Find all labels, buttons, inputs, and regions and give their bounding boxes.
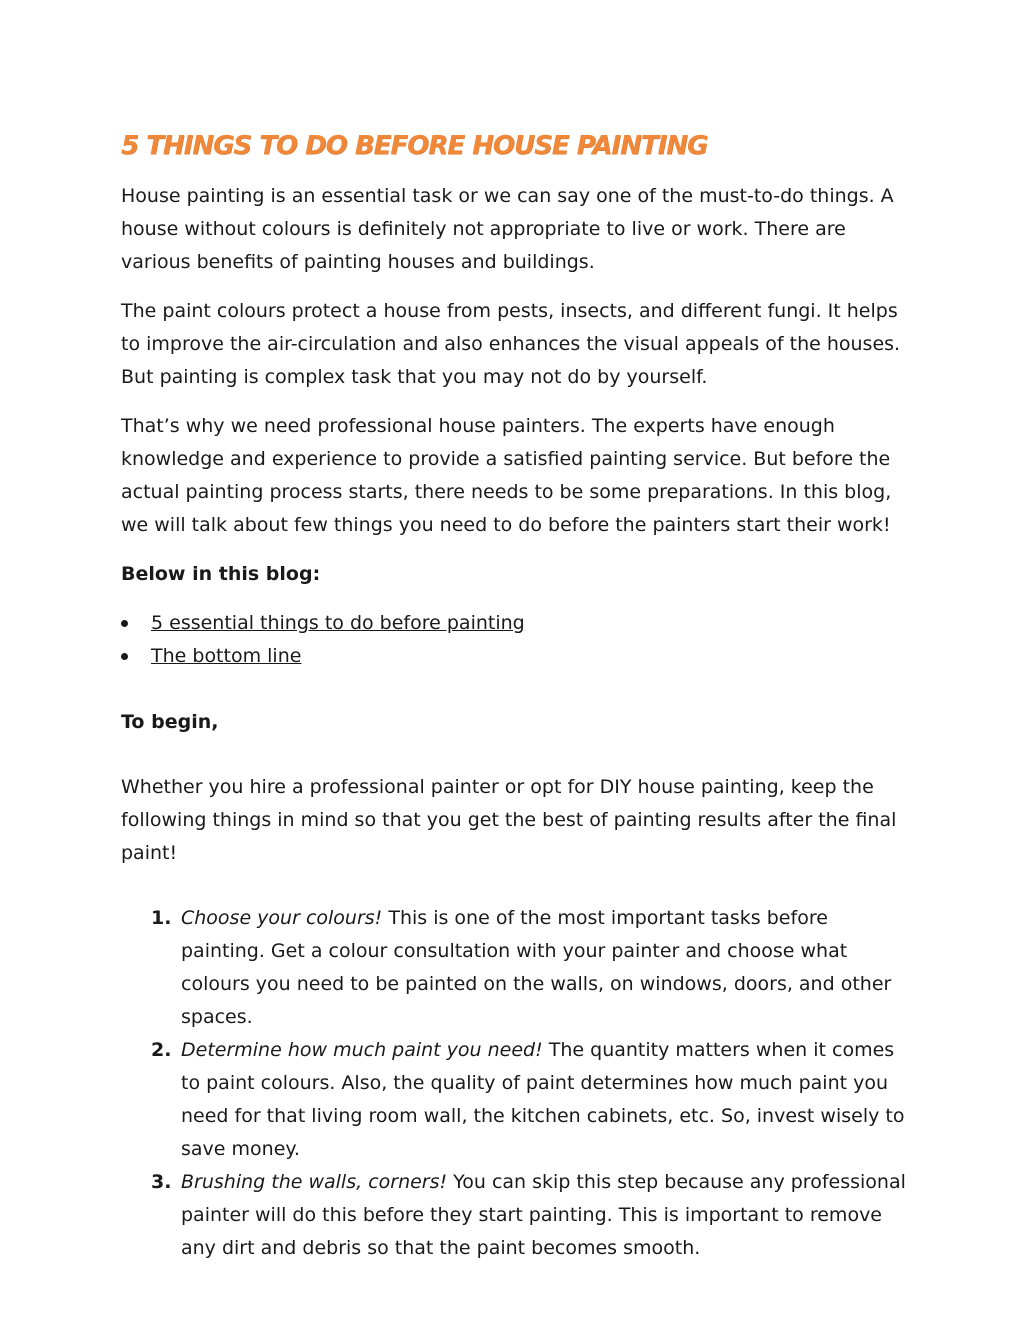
toc-item <box>121 607 911 640</box>
step-item <box>121 902 911 1034</box>
step-item <box>121 1034 911 1166</box>
body-paragraph: House painting is an essential task or we can say one of the must-to-do things. A house without colours is definitely not appropriate to live or work. There are various benefits of painting houses and buildings. <box>121 185 894 273</box>
intro-paragraph: Whether you hire a professional painter or opt for DIY house painting, keep the following things in mind so that you get the best of painting results after the final paint! <box>121 776 897 864</box>
toc-heading: Below in this blog: <box>121 563 321 585</box>
body-paragraph: The paint colours protect a house from pests, insects, and different fungi. It helps to improve the air-circulation and also enhances the visual appeals of the houses. But painting is complex task that you may not do by yourself. <box>121 300 901 388</box>
toc-item <box>121 640 911 673</box>
step-text: This is one of the most important tasks before painting. Get a colour consultation with your painter and choose what colours you need to be painted on the walls, on windows, doors, and other spaces. <box>181 907 892 1028</box>
page-title: 5 THINGS TO DO BEFORE HOUSE PAINTING <box>121 131 708 161</box>
document-page <box>121 128 911 1265</box>
step-item <box>121 1166 911 1265</box>
step-lead: Brushing the walls, corners! <box>181 1171 448 1193</box>
step-lead: Choose your colours! <box>181 907 383 929</box>
body-paragraph: That’s why we need professional house painters. The experts have enough knowledge and experience to provide a satisfied painting service. But before the actual painting process starts, there needs to be some preparations. In this blog, we will talk about few things you need to do before the painters start their work! <box>121 415 892 536</box>
step-number: 2. <box>151 1039 172 1061</box>
toc-link-bottom-line[interactable]: The bottom line <box>151 645 302 667</box>
step-text: The quantity matters when it comes to paint colours. Also, the quality of paint determines how much paint you need for that living room wall, the kitchen cabinets, etc. So, invest wisely to save money. <box>181 1039 905 1160</box>
step-number: 1. <box>151 907 172 929</box>
toc-list <box>121 607 911 673</box>
step-lead: Determine how much paint you need! <box>181 1039 543 1061</box>
step-number: 3. <box>151 1171 172 1193</box>
step-text: You can skip this step because any professional painter will do this before they start painting. This is important to remove any dirt and debris so that the paint becomes smooth. <box>181 1171 906 1259</box>
steps-list <box>121 902 911 1265</box>
begin-heading: To begin, <box>121 711 219 733</box>
toc-link-essential-things[interactable]: 5 essential things to do before painting <box>151 612 525 634</box>
bullet-icon <box>121 620 128 627</box>
bullet-icon <box>121 653 128 660</box>
